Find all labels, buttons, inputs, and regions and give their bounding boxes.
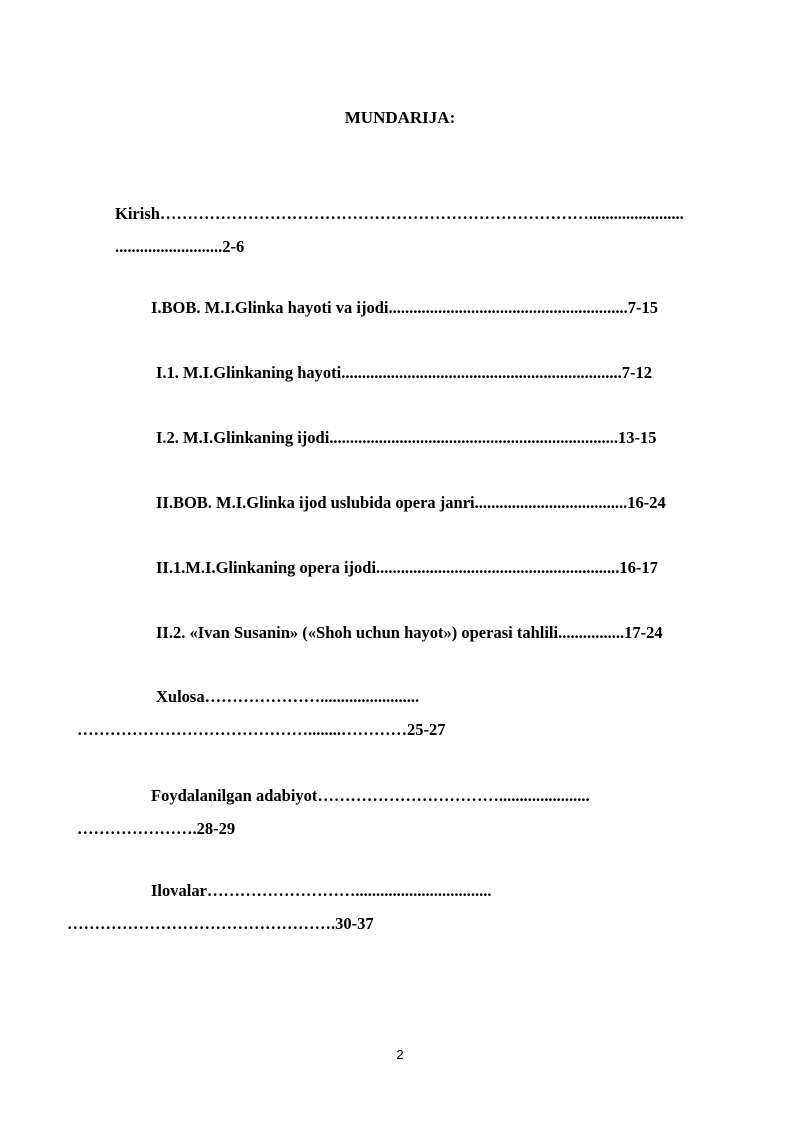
toc-entry-bob1-1: I.1. M.I.Glinkaning hayoti....................................................................7-12 — [156, 363, 652, 382]
toc-entry-bob2-1: II.1.M.I.Glinkaning opera ijodi...........................................................16-17 — [156, 558, 658, 577]
toc-entry-bob1: I.BOB. M.I.Glinka hayoti va ijodi..........................................................7-15 — [151, 298, 658, 317]
toc-entry-bob2-2: II.2. «Ivan Susanin» («Shoh uchun hayot») operasi tahlili................17-24 — [156, 623, 663, 642]
toc-line: ………………….28-29 — [77, 819, 236, 838]
toc-entry-bob1-2: I.2. M.I.Glinkaning ijodi......................................................................13-15 — [156, 428, 657, 447]
toc-line: ………………………………………….30-37 — [67, 914, 374, 933]
page-title: MUNDARIJA: — [344, 108, 456, 127]
toc-line: Ilovalar………………………................................. — [151, 881, 492, 900]
page-number: 2 — [396, 1047, 404, 1062]
toc-line: Foydalanilgan adabiyot……………………………...................... — [151, 786, 590, 805]
toc-line: Kirish……………………………………………………………………....................... — [115, 204, 684, 223]
toc-line: Xulosa…………………........................ — [156, 687, 420, 706]
toc-line: ..........................2-6 — [115, 237, 245, 256]
toc-line: ……………………………………........…………25-27 — [77, 720, 446, 739]
toc-entry-bob2: II.BOB. M.I.Glinka ijod uslubida opera janri.....................................16-24 — [156, 493, 666, 512]
